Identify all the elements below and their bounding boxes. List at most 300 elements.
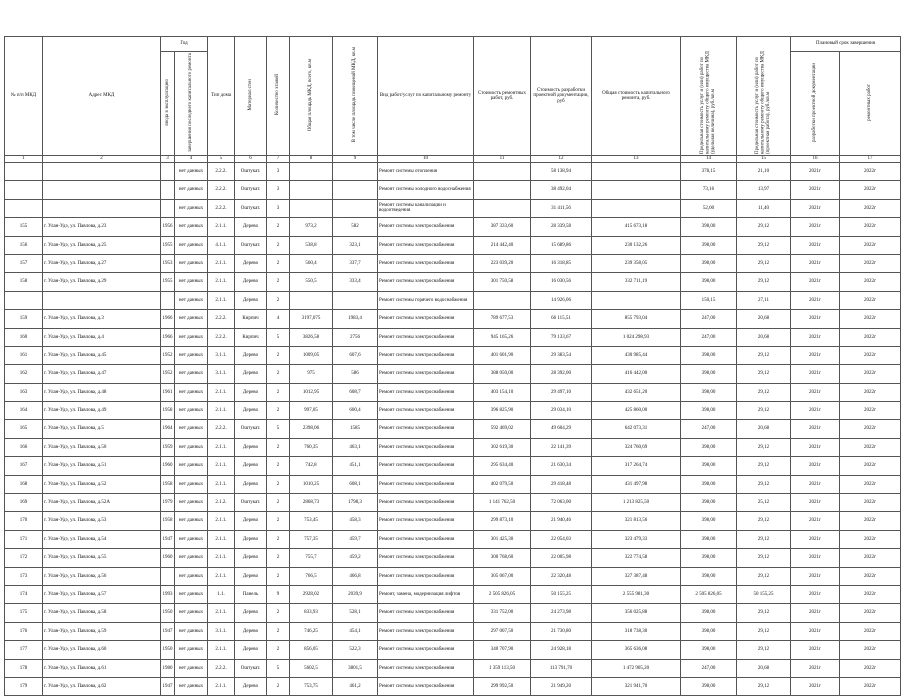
table-row — [5, 438, 901, 456]
cost-design-cell: 31 411,56 — [531, 199, 592, 217]
address-cell: г. Улан-Удэ, ул. Павлова, д.61 — [43, 659, 161, 677]
work-type-cell: Ремонт системы отопления — [378, 163, 474, 181]
floors-cell: 3 — [267, 181, 290, 199]
plan-design-cell: 2021г — [791, 549, 840, 567]
max-cost-2-cell: 11,40 — [737, 199, 791, 217]
table-row — [5, 236, 901, 254]
total-area-cell: 757,35 — [290, 530, 333, 548]
address-cell: г. Улан-Удэ, ул. Павлова, д.48 — [43, 383, 161, 401]
total-cost-cell: 322 774,58 — [592, 549, 681, 567]
plan-work-cell: 2022г — [840, 659, 901, 677]
address-cell — [43, 291, 161, 309]
table-row — [5, 181, 901, 199]
cost-work-cell: 299 992,50 — [474, 677, 531, 695]
row-number: 177 — [5, 641, 43, 659]
max-cost-2-cell: 27,11 — [737, 291, 791, 309]
table-row — [5, 604, 901, 622]
wall-material-cell: Дерево — [235, 457, 267, 475]
cost-work-cell: 789 677,53 — [474, 310, 531, 328]
cost-design-cell: 49 604,29 — [531, 420, 592, 438]
total-area-cell: 760,35 — [290, 438, 333, 456]
address-cell: г. Улан-Удэ, ул. Павлова, д.57 — [43, 585, 161, 603]
wall-material-cell: Дерево — [235, 365, 267, 383]
cost-design-cell: 16 030,56 — [531, 273, 592, 291]
plan-design-cell: 2021г — [791, 310, 840, 328]
row-number — [5, 199, 43, 217]
house-type-cell: 2.1.1. — [208, 291, 235, 309]
total-area-cell: 766,5 — [290, 567, 333, 585]
res-area-cell: 2756 — [333, 328, 378, 346]
total-cost-cell — [592, 163, 681, 181]
total-area-cell: 997,05 — [290, 402, 333, 420]
wall-material-cell: Дерево — [235, 530, 267, 548]
year-built-cell: 1993 — [161, 585, 175, 603]
header-num: № п/п МКД — [5, 37, 43, 156]
plan-design-cell: 2021г — [791, 567, 840, 585]
max-cost-1-cell: 398,00 — [681, 677, 737, 695]
year-built-cell: 1966 — [161, 310, 175, 328]
address-cell: г. Улан-Удэ, ул. Павлова, д.25 — [43, 236, 161, 254]
total-area-cell: 550,5 — [290, 273, 333, 291]
table-row — [5, 585, 901, 603]
plan-design-cell: 2021г — [791, 181, 840, 199]
plan-work-cell: 2022г — [840, 163, 901, 181]
max-cost-2-cell: 29,12 — [737, 383, 791, 401]
total-area-cell: 1012,95 — [290, 383, 333, 401]
total-area-cell: 856,05 — [290, 641, 333, 659]
year-repair-cell: нет данных — [175, 218, 208, 236]
cost-design-cell: 66 115,51 — [531, 310, 592, 328]
work-type-cell: Ремонт системы электроснабжения — [378, 365, 474, 383]
plan-work-cell: 2022г — [840, 346, 901, 364]
plan-design-cell: 2021г — [791, 641, 840, 659]
year-repair-cell: нет данных — [175, 181, 208, 199]
cost-work-cell: 2 505 826,05 — [474, 585, 531, 603]
plan-design-cell: 2021г — [791, 328, 840, 346]
column-number-row — [5, 156, 901, 163]
work-type-cell: Ремонт, замена, модернизация лифтов — [378, 585, 474, 603]
cost-design-cell: 14 926,06 — [531, 291, 592, 309]
floors-cell: 2 — [267, 457, 290, 475]
plan-work-cell: 2022г — [840, 622, 901, 640]
total-area-cell: 753,45 — [290, 512, 333, 530]
plan-work-cell: 2022г — [840, 549, 901, 567]
row-number: 166 — [5, 438, 43, 456]
address-cell: г. Улан-Удэ, ул. Павлова, д.3 — [43, 310, 161, 328]
max-cost-2-cell: 29,12 — [737, 365, 791, 383]
plan-work-cell: 2022г — [840, 457, 901, 475]
plan-work-cell: 2022г — [840, 310, 901, 328]
plan-design-cell: 2021г — [791, 585, 840, 603]
year-repair-cell: нет данных — [175, 273, 208, 291]
house-type-cell: 3.1.1. — [208, 365, 235, 383]
house-type-cell: 2.1.1. — [208, 475, 235, 493]
wall-material-cell: Дерево — [235, 475, 267, 493]
work-type-cell: Ремонт системы канализации и водоотведения — [378, 199, 474, 217]
plan-work-cell: 2022г — [840, 475, 901, 493]
res-area-cell: 608,7 — [333, 383, 378, 401]
total-cost-cell: 321 813,56 — [592, 512, 681, 530]
year-built-cell: 1950 — [161, 641, 175, 659]
house-type-cell: 2.1.1. — [208, 512, 235, 530]
table-row — [5, 218, 901, 236]
total-cost-cell: 365 636,08 — [592, 641, 681, 659]
year-built-cell: 1961 — [161, 383, 175, 401]
max-cost-2-cell: 20,68 — [737, 420, 791, 438]
cost-design-cell: 22 005,98 — [531, 549, 592, 567]
plan-design-cell: 2021г — [791, 218, 840, 236]
year-built-cell: 1950 — [161, 604, 175, 622]
house-type-cell: 2.2.2. — [208, 659, 235, 677]
address-cell: г. Улан-Удэ, ул. Павлова, д.45 — [43, 346, 161, 364]
house-type-cell: 2.1.1. — [208, 530, 235, 548]
plan-work-cell: 2022г — [840, 383, 901, 401]
cost-design-cell: 24 928,18 — [531, 641, 592, 659]
max-cost-2-cell: 25,12 — [737, 494, 791, 512]
max-cost-2-cell: 13,97 — [737, 181, 791, 199]
year-built-cell: 1958 — [161, 512, 175, 530]
cost-work-cell: 299 873,10 — [474, 512, 531, 530]
work-type-cell: Ремонт системы электроснабжения — [378, 512, 474, 530]
work-type-cell: Ремонт системы электроснабжения — [378, 457, 474, 475]
res-area-cell: 586 — [333, 365, 378, 383]
row-number: 157 — [5, 254, 43, 272]
cost-design-cell: 29 497,10 — [531, 383, 592, 401]
row-number: 161 — [5, 346, 43, 364]
year-repair-cell: нет данных — [175, 328, 208, 346]
max-cost-1-cell: 378,15 — [681, 163, 737, 181]
work-type-cell: Ремонт системы электроснабжения — [378, 254, 474, 272]
total-cost-cell: 1 472 905,20 — [592, 659, 681, 677]
total-cost-cell: 327 387,48 — [592, 567, 681, 585]
max-cost-2-cell: 29,12 — [737, 622, 791, 640]
cost-design-cell: 58 138,94 — [531, 163, 592, 181]
cost-work-cell: 592 469,02 — [474, 420, 531, 438]
max-cost-2-cell: 29,12 — [737, 549, 791, 567]
work-type-cell: Ремонт системы электроснабжения — [378, 549, 474, 567]
wall-material-cell: Оштукат. — [235, 181, 267, 199]
year-built-cell: 1958 — [161, 475, 175, 493]
floors-cell: 2 — [267, 567, 290, 585]
res-area-cell: 459,2 — [333, 549, 378, 567]
plan-design-cell: 2021г — [791, 604, 840, 622]
year-built-cell — [161, 199, 175, 217]
max-cost-1-cell: 398,00 — [681, 346, 737, 364]
wall-material-cell: Дерево — [235, 641, 267, 659]
max-cost-1-cell: 247,00 — [681, 659, 737, 677]
plan-work-cell: 2022г — [840, 273, 901, 291]
plan-design-cell: 2021г — [791, 457, 840, 475]
total-area-cell: 753,75 — [290, 677, 333, 695]
year-built-cell — [161, 291, 175, 309]
cost-work-cell — [474, 291, 531, 309]
house-type-cell: 2.1.1. — [208, 218, 235, 236]
max-cost-2-cell: 50 155,25 — [737, 585, 791, 603]
total-area-cell: 1010,25 — [290, 475, 333, 493]
total-area-cell: 973,2 — [290, 218, 333, 236]
work-type-cell: Ремонт системы холодного водоснабжения — [378, 181, 474, 199]
work-type-cell: Ремонт системы электроснабжения — [378, 659, 474, 677]
max-cost-2-cell: 29,12 — [737, 641, 791, 659]
work-type-cell: Ремонт системы электроснабжения — [378, 310, 474, 328]
res-area-cell: 1798,3 — [333, 494, 378, 512]
year-built-cell: 1947 — [161, 530, 175, 548]
wall-material-cell: Дерево — [235, 218, 267, 236]
floors-cell: 3 — [267, 163, 290, 181]
res-area-cell: 451,1 — [333, 457, 378, 475]
work-type-cell: Ремонт системы электроснабжения — [378, 402, 474, 420]
year-repair-cell: нет данных — [175, 549, 208, 567]
max-cost-2-cell: 29,12 — [737, 236, 791, 254]
column-number: 16 — [791, 156, 840, 163]
row-number: 164 — [5, 402, 43, 420]
table-row — [5, 273, 901, 291]
header-year-repair: завершения последнего капитального ремонта — [175, 52, 208, 156]
total-area-cell: 5602,5 — [290, 659, 333, 677]
total-cost-cell: 332 711,19 — [592, 273, 681, 291]
address-cell: г. Улан-Удэ, ул. Павлова, д.47 — [43, 365, 161, 383]
row-number: 158 — [5, 273, 43, 291]
cost-design-cell: 50 155,25 — [531, 585, 592, 603]
cost-work-cell: 305 067,00 — [474, 567, 531, 585]
plan-work-cell: 2022г — [840, 512, 901, 530]
year-built-cell — [161, 181, 175, 199]
total-cost-cell — [592, 291, 681, 309]
table-row — [5, 365, 901, 383]
max-cost-1-cell: 2 505 826,05 — [681, 585, 737, 603]
total-cost-cell: 1 024 298,93 — [592, 328, 681, 346]
wall-material-cell: Оштукат. — [235, 659, 267, 677]
plan-work-cell: 2022г — [840, 291, 901, 309]
table-row — [5, 530, 901, 548]
res-area-cell: 333,4 — [333, 273, 378, 291]
max-cost-2-cell: 29,12 — [737, 512, 791, 530]
max-cost-2-cell: 29,12 — [737, 218, 791, 236]
max-cost-2-cell: 29,12 — [737, 273, 791, 291]
plan-design-cell: 2021г — [791, 677, 840, 695]
table-row — [5, 475, 901, 493]
floors-cell: 3 — [267, 199, 290, 217]
cost-work-cell: 223 039,20 — [474, 254, 531, 272]
total-area-cell: 560,4 — [290, 254, 333, 272]
floors-cell: 2 — [267, 402, 290, 420]
year-repair-cell: нет данных — [175, 163, 208, 181]
table-row — [5, 310, 901, 328]
table-row — [5, 163, 901, 181]
total-cost-cell: 323 479,33 — [592, 530, 681, 548]
floors-cell: 2 — [267, 254, 290, 272]
plan-design-cell: 2021г — [791, 420, 840, 438]
house-type-cell: 2.1.1. — [208, 273, 235, 291]
wall-material-cell: Кирпич — [235, 310, 267, 328]
wall-material-cell: Дерево — [235, 512, 267, 530]
res-area-cell: 337,7 — [333, 254, 378, 272]
res-area-cell: 454,1 — [333, 622, 378, 640]
column-number: 5 — [208, 156, 235, 163]
cost-work-cell: 401 601,90 — [474, 346, 531, 364]
res-area-cell: 528,1 — [333, 604, 378, 622]
cost-work-cell: 402 079,50 — [474, 475, 531, 493]
plan-work-cell: 2022г — [840, 677, 901, 695]
year-repair-cell: нет данных — [175, 199, 208, 217]
work-type-cell: Ремонт системы электроснабжения — [378, 641, 474, 659]
total-cost-cell: 855 793,04 — [592, 310, 681, 328]
wall-material-cell: Дерево — [235, 383, 267, 401]
total-cost-cell: 324 760,69 — [592, 438, 681, 456]
cost-work-cell: 396 825,90 — [474, 402, 531, 420]
total-cost-cell: 239 358,05 — [592, 254, 681, 272]
year-repair-cell: нет данных — [175, 585, 208, 603]
cost-work-cell: 340 707,90 — [474, 641, 531, 659]
row-number: 175 — [5, 604, 43, 622]
work-type-cell: Ремонт системы электроснабжения — [378, 622, 474, 640]
address-cell: г. Улан-Удэ, ул. Павлова, д.59 — [43, 622, 161, 640]
year-repair-cell: нет данных — [175, 604, 208, 622]
plan-design-cell: 2021г — [791, 512, 840, 530]
cost-design-cell: 15 689,86 — [531, 236, 592, 254]
total-area-cell: 746,25 — [290, 622, 333, 640]
row-number: 174 — [5, 585, 43, 603]
year-repair-cell: нет данных — [175, 254, 208, 272]
floors-cell: 2 — [267, 383, 290, 401]
plan-work-cell: 2022г — [840, 604, 901, 622]
floors-cell: 2 — [267, 549, 290, 567]
total-cost-cell — [592, 181, 681, 199]
total-area-cell: 3826,58 — [290, 328, 333, 346]
max-cost-1-cell: 398,00 — [681, 494, 737, 512]
row-number: 176 — [5, 622, 43, 640]
wall-material-cell: Оштукат. — [235, 494, 267, 512]
floors-cell: 2 — [267, 604, 290, 622]
total-area-cell: 975 — [290, 365, 333, 383]
res-area-cell: 466,8 — [333, 567, 378, 585]
column-number: 14 — [681, 156, 737, 163]
res-area-cell: 2039,9 — [333, 585, 378, 603]
floors-cell: 2 — [267, 218, 290, 236]
header-material: Материал стен — [235, 37, 267, 156]
year-repair-cell: нет данных — [175, 457, 208, 475]
max-cost-2-cell: 29,12 — [737, 604, 791, 622]
res-area-cell: 463,1 — [333, 438, 378, 456]
wall-material-cell: Дерево — [235, 567, 267, 585]
floors-cell: 2 — [267, 622, 290, 640]
year-repair-cell: нет данных — [175, 494, 208, 512]
year-built-cell: 1947 — [161, 622, 175, 640]
wall-material-cell: Дерево — [235, 622, 267, 640]
floors-cell: 2 — [267, 641, 290, 659]
cost-work-cell: 388 050,00 — [474, 365, 531, 383]
header-plan-work: ремонтных работ — [840, 52, 901, 156]
total-cost-cell: 432 651,20 — [592, 383, 681, 401]
table-row — [5, 622, 901, 640]
header-work: Вид работ/услуг по капитальному ремонту — [378, 37, 474, 156]
year-built-cell: 1960 — [161, 457, 175, 475]
year-built-cell: 1959 — [161, 438, 175, 456]
column-number: 13 — [592, 156, 681, 163]
wall-material-cell: Дерево — [235, 291, 267, 309]
max-cost-1-cell: 398,00 — [681, 475, 737, 493]
address-cell: г. Улан-Удэ, ул. Павлова, д.60 — [43, 641, 161, 659]
year-built-cell: 1952 — [161, 365, 175, 383]
cost-work-cell: 1 141 762,50 — [474, 494, 531, 512]
year-built-cell: 1956 — [161, 218, 175, 236]
work-type-cell: Ремонт системы электроснабжения — [378, 328, 474, 346]
cost-work-cell: 945 165,26 — [474, 328, 531, 346]
max-cost-1-cell: 52,00 — [681, 199, 737, 217]
floors-cell: 2 — [267, 512, 290, 530]
cost-design-cell: 22 320,48 — [531, 567, 592, 585]
plan-work-cell: 2022г — [840, 181, 901, 199]
work-type-cell: Ремонт системы электроснабжения — [378, 273, 474, 291]
table-row — [5, 383, 901, 401]
floors-cell: 2 — [267, 273, 290, 291]
max-cost-1-cell: 150,15 — [681, 291, 737, 309]
total-cost-cell: 1 213 825,50 — [592, 494, 681, 512]
work-type-cell: Ремонт системы электроснабжения — [378, 567, 474, 585]
wall-material-cell: Дерево — [235, 677, 267, 695]
max-cost-1-cell: 398,00 — [681, 438, 737, 456]
row-number: 167 — [5, 457, 43, 475]
row-number: 155 — [5, 218, 43, 236]
floors-cell: 2 — [267, 475, 290, 493]
total-cost-cell: 416 442,00 — [592, 365, 681, 383]
column-number: 4 — [175, 156, 208, 163]
work-type-cell: Ремонт системы электроснабжения — [378, 383, 474, 401]
cost-design-cell: 28 339,58 — [531, 218, 592, 236]
plan-work-cell: 2022г — [840, 199, 901, 217]
plan-design-cell: 2021г — [791, 163, 840, 181]
max-cost-2-cell: 29,12 — [737, 457, 791, 475]
work-type-cell: Ремонт системы электроснабжения — [378, 677, 474, 695]
row-number: 159 — [5, 310, 43, 328]
plan-design-cell: 2021г — [791, 402, 840, 420]
header-cost-design: Стоимость разработки проектной документации, руб — [531, 37, 592, 156]
work-type-cell: Ремонт системы электроснабжения — [378, 494, 474, 512]
year-built-cell — [161, 567, 175, 585]
year-built-cell: 1979 — [161, 494, 175, 512]
cost-design-cell: 21 949,20 — [531, 677, 592, 695]
plan-work-cell: 2022г — [840, 420, 901, 438]
year-built-cell: 1952 — [161, 346, 175, 364]
address-cell: г. Улан-Удэ, ул. Павлова, д.49 — [43, 402, 161, 420]
res-area-cell: 522,3 — [333, 641, 378, 659]
column-number: 17 — [840, 156, 901, 163]
floors-cell: 9 — [267, 585, 290, 603]
res-area-cell: 3801,5 — [333, 659, 378, 677]
column-number: 15 — [737, 156, 791, 163]
res-area-cell: 1585 — [333, 420, 378, 438]
wall-material-cell: Дерево — [235, 402, 267, 420]
wall-material-cell: Оштукат. — [235, 163, 267, 181]
max-cost-2-cell: 29,12 — [737, 475, 791, 493]
year-built-cell: 1955 — [161, 236, 175, 254]
cost-work-cell: 214 442,40 — [474, 236, 531, 254]
res-area-cell: 323,1 — [333, 236, 378, 254]
row-number — [5, 163, 43, 181]
row-number: 171 — [5, 530, 43, 548]
header-plan-group: Плановый срок завершения — [791, 37, 901, 52]
plan-work-cell: 2022г — [840, 328, 901, 346]
total-cost-cell: 321 941,70 — [592, 677, 681, 695]
year-repair-cell: нет данных — [175, 402, 208, 420]
house-type-cell: 2.2.2. — [208, 163, 235, 181]
row-number: 170 — [5, 512, 43, 530]
res-area-cell — [333, 181, 378, 199]
wall-material-cell: Дерево — [235, 549, 267, 567]
address-cell — [43, 199, 161, 217]
row-number: 169 — [5, 494, 43, 512]
floors-cell: 2 — [267, 530, 290, 548]
